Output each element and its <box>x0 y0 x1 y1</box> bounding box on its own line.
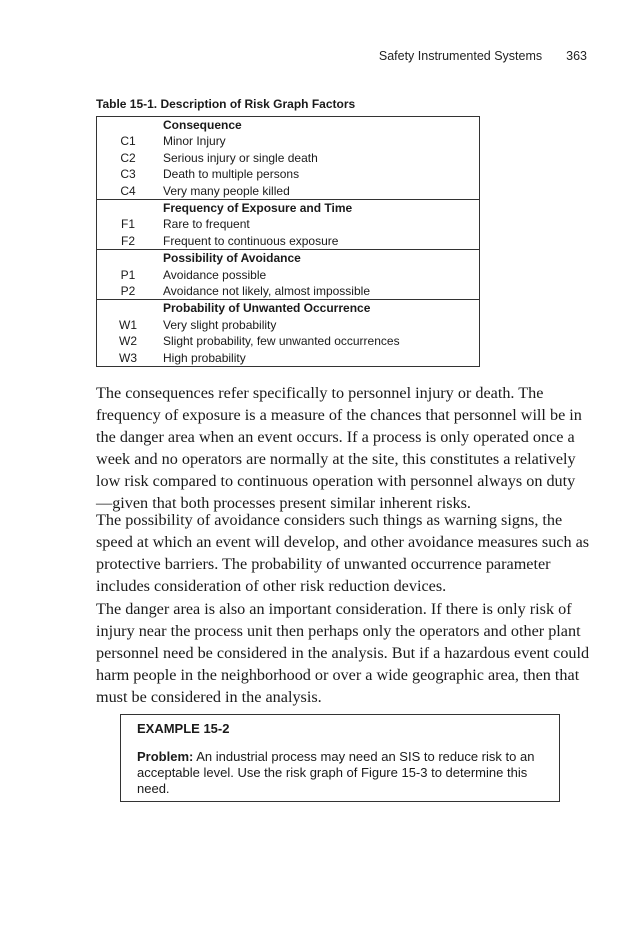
table-group-frequency <box>97 200 480 250</box>
factor-code: P2 <box>120 284 136 299</box>
example-title: EXAMPLE 15-2 <box>137 721 230 736</box>
factor-description: Rare to frequent <box>163 217 250 232</box>
table-row <box>97 283 480 300</box>
factor-description: High probability <box>163 350 246 365</box>
running-header <box>379 49 587 63</box>
factor-description: Very many people killed <box>163 183 290 198</box>
paragraph-danger-area: The danger area is also an important consideration. If there is only risk of injury near the process unit then perhaps only the operators and other plant personnel need be considered in the analysis. But if a hazardous event could harm people in the neighborhood or over a wide geographic area, then that must be considered in the analysis. <box>96 600 590 706</box>
factor-code: W1 <box>119 317 137 332</box>
problem-label: Problem: <box>137 749 194 764</box>
table-row <box>97 183 480 200</box>
factor-description: Avoidance possible <box>163 267 267 282</box>
table-row <box>97 216 480 232</box>
factor-code: F1 <box>120 217 135 232</box>
factor-code: C4 <box>120 183 136 198</box>
table-row <box>97 333 480 349</box>
factor-code: F2 <box>120 233 135 248</box>
paragraph-consequences: The consequences refer specifically to personnel injury or death. The frequency of exposure is a measure of the chances that personnel will be in the danger area when an event occurs. If a process is only operated once a week and no operators are normally at the site, this constitutes a relatively low risk compared to continuous operation with personnel always on duty—given that both processes present similar inherent risks. <box>96 384 582 512</box>
table-row <box>97 133 480 149</box>
group-heading-row <box>97 250 480 267</box>
factor-code: W3 <box>119 350 137 365</box>
table-row <box>97 317 480 333</box>
factor-code: C1 <box>120 134 136 149</box>
factor-code: P1 <box>120 267 136 282</box>
group-heading-row <box>97 300 480 317</box>
problem-text: An industrial process may need an SIS to reduce risk to an acceptable level. Use the risk graph of Figure 15-3 to determine this need. <box>137 749 535 796</box>
table-group-consequence <box>97 117 480 200</box>
group-heading-row <box>97 117 480 134</box>
table-row <box>97 166 480 182</box>
risk-factors-table <box>96 116 480 367</box>
factor-description: Death to multiple persons <box>163 167 300 182</box>
factor-code: W2 <box>119 334 137 349</box>
table-row <box>97 233 480 250</box>
table-group-avoidance <box>97 250 480 300</box>
table-group-probability <box>97 300 480 367</box>
factor-description: Serious injury or single death <box>163 150 318 165</box>
table-row <box>97 267 480 283</box>
page-number: 363 <box>566 49 587 63</box>
example-problem <box>137 749 543 797</box>
table-row <box>97 350 480 367</box>
running-title: Safety Instrumented Systems <box>378 49 543 63</box>
example-box <box>120 714 560 802</box>
group-heading: Consequence <box>163 118 242 132</box>
group-heading: Possibility of Avoidance <box>163 251 301 266</box>
factor-description: Avoidance not likely, almost impossible <box>163 284 370 299</box>
factor-description: Minor Injury <box>163 134 226 149</box>
group-heading-row <box>97 200 480 217</box>
factor-description: Frequent to continuous exposure <box>163 233 339 248</box>
group-heading: Probability of Unwanted Occurrence <box>163 301 371 316</box>
group-heading: Frequency of Exposure and Time <box>163 201 353 216</box>
table-caption: Table 15-1. Description of Risk Graph Factors <box>96 97 356 111</box>
factor-description: Slight probability, few unwanted occurrences <box>163 334 400 349</box>
table-row <box>97 150 480 166</box>
factor-code: C2 <box>120 150 136 165</box>
factor-code: C3 <box>120 167 136 182</box>
paragraph-avoidance: The possibility of avoidance considers such things as warning signs, the speed at which an event will develop, and other avoidance measures such as protective barriers. The probability of unwanted occurrence parameter includes consideration of other risk reduction devices. <box>96 511 590 595</box>
factor-description: Very slight probability <box>163 317 277 332</box>
